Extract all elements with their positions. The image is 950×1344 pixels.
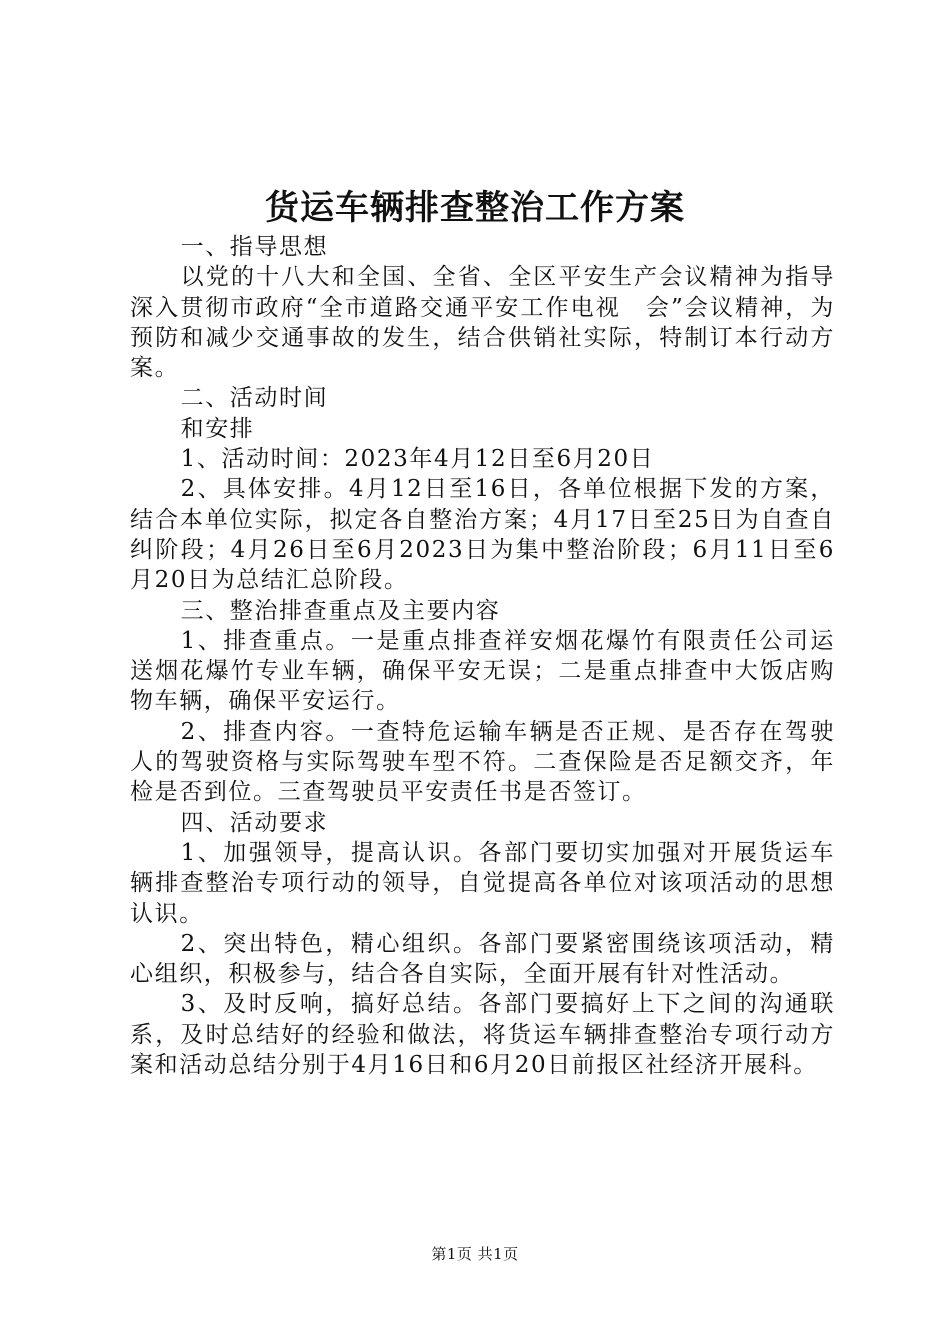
paragraph: 3、及时反响，搞好总结。各部门要搞好上下之间的沟通联系，及时总结好的经验和做法，将货运车辆排查整治专项行动方案和活动总结分别于4月16日和6月20日前报区社经济开展科。 [130, 991, 835, 1079]
page-footer: 第1页 共1页 [431, 1245, 519, 1263]
paragraph: 2、具体安排。4月12日至16日，各单位根据下发的方案，结合本单位实际，拟定各自整治方案；4月17日至25日为自查自纠阶段；4月26日至6月2023日为集中整治阶段；6月11日至6月20日为总结汇总阶段。 [130, 476, 835, 594]
paragraph: 1、排查重点。一是重点排查祥安烟花爆竹有限责任公司运送烟花爆竹专业车辆，确保平安无误；二是重点排查中大饭店购物车辆，确保平安运行。 [130, 627, 835, 715]
section-heading: 一、指导思想 [180, 234, 329, 260]
paragraph: 2、突出特色，精心组织。各部门要紧密围绕该项活动，精心组织，积极参与，结合各自实际，全面开展有针对性活动。 [130, 930, 835, 988]
section-heading-continuation: 和安排 [180, 415, 255, 442]
paragraph: 1、加强领导，提高认识。各部门要切实加强对开展货运车辆排查整治专项行动的领导，自觉提高各单位对该项活动的思想认识。 [130, 839, 835, 927]
section-heading: 二、活动时间 [180, 385, 329, 412]
paragraph: 2、排查内容。一查特危运输车辆是否正规、是否存在驾驶人的驾驶资格与实际驾驶车型不符。二查保险是否足额交齐，年检是否到位。三查驾驶员平安责任书是否签订。 [130, 718, 835, 806]
document-title: 货运车辆排查整治工作方案 [265, 188, 685, 228]
section-heading: 三、整治排查重点及主要内容 [180, 597, 501, 624]
paragraph: 1、活动时间：2023年4月12日至6月20日 [180, 446, 655, 473]
document-body [130, 232, 835, 1080]
section-heading: 四、活动要求 [180, 809, 329, 836]
paragraph: 以党的十八大和全国、全省、全区平安生产会议精神为指导深入贯彻市政府“全市道路交通平安工作电视 会”会议精神，为预防和减少交通事故的发生，结合供销社实际，特制订本行动方案。 [130, 264, 835, 382]
